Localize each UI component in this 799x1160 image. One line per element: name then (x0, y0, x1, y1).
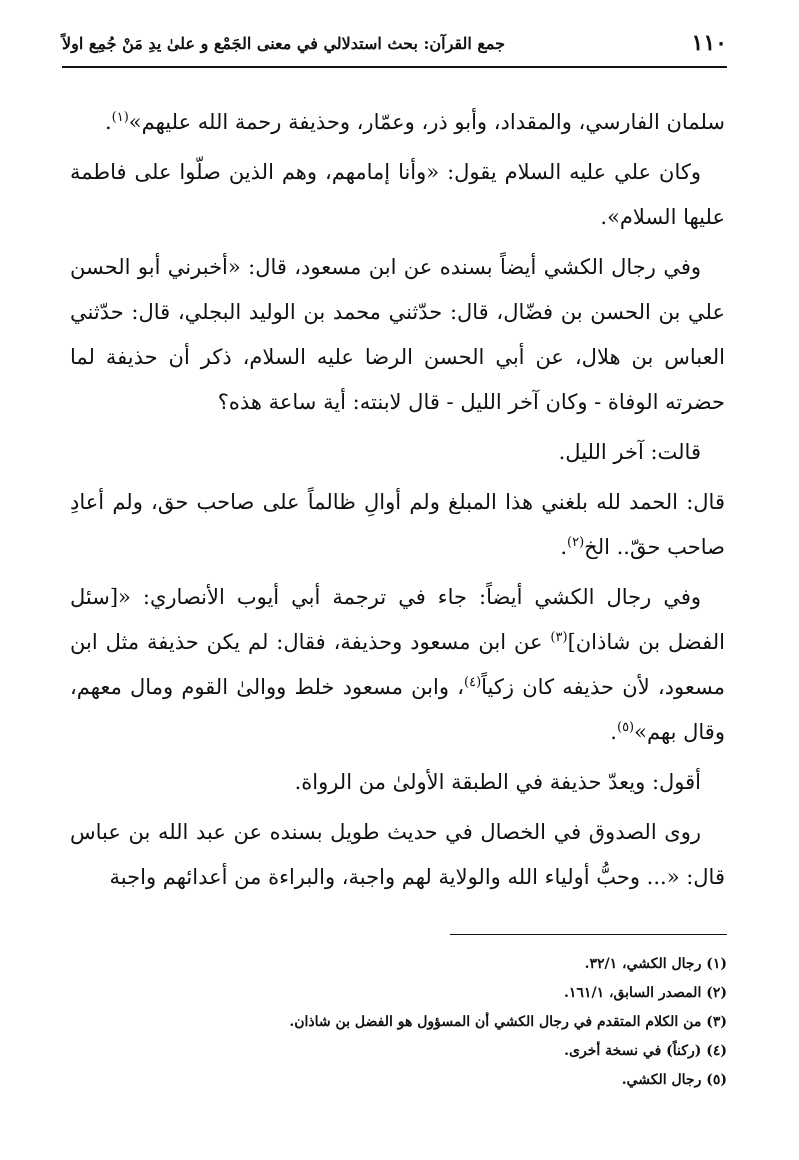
footnote-5: (٥) رجال الكشي. (621, 1072, 727, 1088)
paragraph-1: سلمان الفارسي، والمقداد، وأبو ذر، وعمّار، وحذيفة رحمة الله عليهم»$^{(١)}$. (104, 110, 725, 134)
footnote-ref-3[interactable]: (٣) (550, 630, 568, 645)
footnote-ref-4[interactable]: (٤) (464, 675, 482, 690)
paragraph-8: روى الصدوق في الخصال في حديث طويل بسنده عن عبد الله بن عباس قال: «... وحبُّ أولياء الله والولاية لهم واجبة، والبراءة من أعدائهم واجبة (70, 820, 725, 889)
header-rule (62, 66, 727, 68)
footnote-separator (450, 934, 727, 935)
footnotes (87, 950, 727, 1095)
footnote-1: (١) رجال الكشي، ٣٢/١. (584, 956, 727, 972)
running-title: جمع القرآن: بحث استدلالي في معنى الجَمْع و علىٰ يدِ مَنْ جُمِع اولاً (62, 34, 506, 53)
footnote-2: (٢) المصدر السابق، ١٦١/١. (564, 985, 727, 1001)
footnote-ref-1[interactable]: (١) (111, 110, 129, 125)
paragraph-2: وكان علي عليه السلام يقول: «وأنا إمامهم، وهم الذين صلّوا على فاطمة عليها السلام». (70, 160, 725, 229)
paragraph-3: وفي رجال الكشي أيضاً بسنده عن ابن مسعود، قال: «أخبرني أبو الحسن علي بن الحسن بن فضّال، قال: حدّثني محمد بن الوليد البجلي، قال: حدّثني العباس بن هلال، عن أبي الحسن الرضا عليه السلام، ذكر أن حذيفة لما حضرته الوفاة - وكان آخر الليل - قال لابنته: أية ساعة هذه؟ (70, 255, 725, 414)
footnote-3: (٣) من الكلام المتقدم في رجال الكشي أن المسؤول هو الفضل بن شاذان. (289, 1014, 727, 1030)
footnote-4: (٤) (ركناً) في نسخة أخرى. (564, 1043, 727, 1059)
paragraph-7: أقول: ويعدّ حذيفة في الطبقة الأولىٰ من الرواة. (294, 770, 701, 794)
paragraph-5: قال: الحمد لله بلغني هذا المبلغ ولم أوالِ ظالماً على صاحب حق، ولم أعادِ صاحب حقّ.. الخ$^{(٢)}$. (70, 490, 725, 559)
paragraph-4: قالت: آخر الليل. (558, 440, 701, 464)
footnote-ref-2[interactable]: (٢) (567, 535, 585, 550)
main-text (70, 100, 725, 900)
page-header (62, 26, 727, 66)
paragraph-6: وفي رجال الكشي أيضاً: جاء في ترجمة أبي أيوب الأنصاري: «[سئل الفضل بن شاذان]$^{(٣)}$ عن ابن مسعود وحذيفة، فقال: لم يكن حذيفة مثل ابن مسعود، لأن حذيفه كان زكياً$^{(٤)}$، وابن مسعود خلط ووالىٰ القوم ومال معهم، وقال بهم»$^{(٥)}$. (70, 585, 725, 744)
page-number: ١١٠ (691, 30, 727, 56)
footnote-ref-5[interactable]: (٥) (616, 720, 635, 735)
